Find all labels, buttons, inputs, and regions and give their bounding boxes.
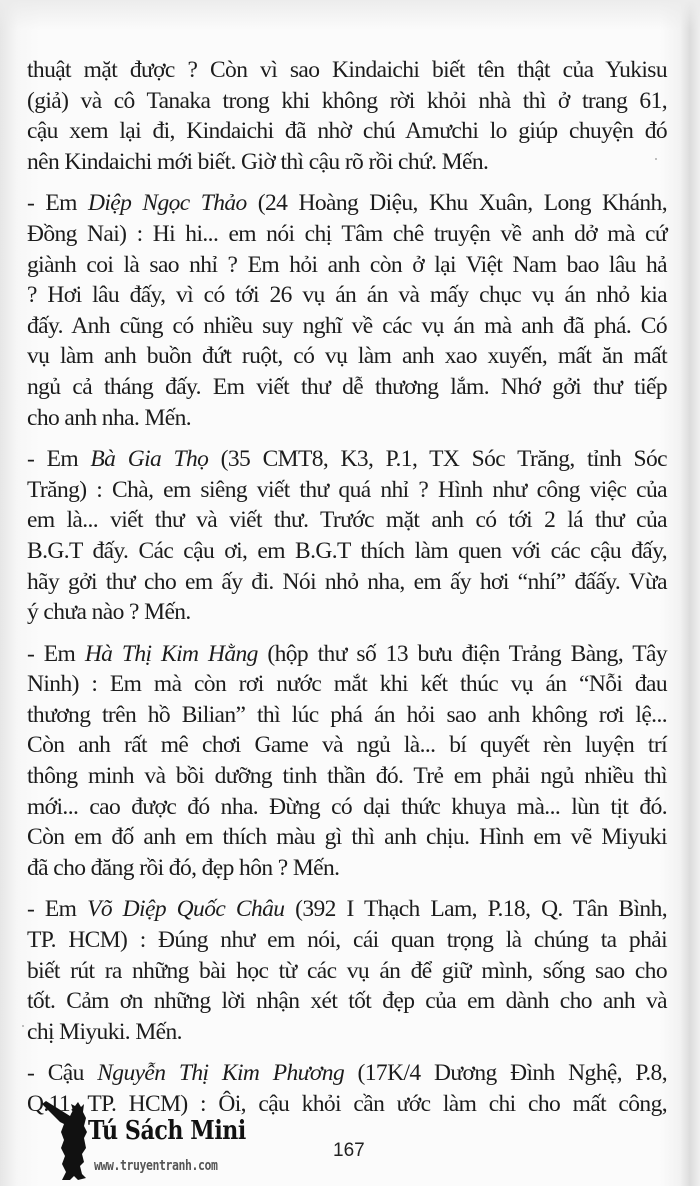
text-line: cậu xem lại đi, Kindaichi đã nhờ chú Amưchi lo giúp chuyện đó [27, 118, 667, 145]
letter-reply-diep-ngoc-thao [27, 188, 667, 433]
reader-name: Nguyễn Thị Kim Phương [97, 1060, 345, 1087]
text-line: Q.11, TP. HCM) : Ôi, cậu khỏi cần ước làm chi cho mất công, [27, 1091, 667, 1117]
text-line: Đồng Nai) : Hi hi... em nói chị Tâm chê truyện về anh dở mà cứ [27, 220, 667, 247]
paragraph-continuation [27, 55, 667, 177]
reader-name: Hà Thị Kim Hằng [84, 640, 258, 667]
text-line: ? Hơi lâu đấy, vì có tới 26 vụ án án và mấy chục vụ án nhỏ kia [27, 282, 667, 309]
text-line: vụ làm anh buồn đứt ruột, có vụ làm anh xao xuyến, mất ăn mất [27, 343, 667, 370]
text-line: mới... cao được đó nha. Đừng có dại thức khuya mà... lùn tịt đó. [27, 793, 667, 820]
letter-reply-vo-diep-quoc-chau [27, 894, 667, 1047]
reader-address: (392 I Thạch Lam, P.18, Q. Tân Bình, [284, 896, 668, 923]
reply-prefix: - Cậu [27, 1060, 98, 1087]
text-line: hãy gởi thư cho em ấy đi. Nói nhỏ nha, em ấy hơi “nhí” đấấy. Vừa [27, 568, 667, 595]
reply-prefix: - Em [27, 446, 91, 473]
text-line: thông minh và bồi dưỡng tinh thần đó. Trẻ em phải ngủ nhiều thì [27, 763, 667, 790]
text-line [27, 1058, 667, 1089]
text-line: (giả) và cô Tanaka trong khi không rời khỏi nhà thì ở trang 61, [27, 87, 667, 114]
reader-name: Diệp Ngọc Thảo [87, 190, 247, 217]
text-line [27, 444, 667, 475]
text-line [27, 894, 667, 925]
letters-column [27, 55, 667, 1131]
reply-prefix: - Em [27, 640, 85, 667]
reply-prefix: - Em [27, 896, 88, 923]
text-line: Trăng) : Chà, em siêng viết thư quá nhỉ ? Hình như công việc của [27, 476, 667, 503]
reader-name: Võ Diệp Quốc Châu [87, 896, 285, 923]
text-line: Còn em đố anh em thích màu gì thì anh chịu. Hình em vẽ Miyuki [27, 824, 667, 851]
reader-name: Bà Gia Thọ [90, 446, 209, 473]
page-number: 167 [333, 1140, 365, 1161]
text-line: TP. HCM) : Đúng như em nói, cái quan trọng là chúng ta phải [27, 927, 667, 954]
reader-address: (17K/4 Dương Đình Nghệ, P.8, [344, 1060, 667, 1087]
text-line: giành coi là sao nhỉ ? Em hỏi anh còn ở lại Việt Nam bao lâu hả [27, 251, 667, 278]
reader-address: (hộp thư số 13 bưu điện Trảng Bàng, Tây [257, 640, 667, 667]
scan-speck [655, 158, 657, 160]
text-line [27, 188, 667, 219]
logo-url: www.truyentranh.com [94, 1158, 218, 1174]
scan-speck [22, 1025, 24, 1027]
text-line: nên Kindaichi mới biết. Giờ thì cậu rõ rồi chứ. Mến. [27, 148, 489, 175]
publisher-logo [40, 1098, 280, 1184]
text-line: đấy. Anh cũng có nhiều suy nghĩ về các vụ án mà anh đã phá. Có [27, 312, 667, 339]
page-top-shadow [0, 0, 700, 30]
text-line: em là... viết thư và viết thư. Trước mặt anh có tới 2 lá thư của [27, 507, 667, 534]
text-line: thuật mặt được ? Còn vì sao Kindaichi biết tên thật của Yukisu [27, 57, 667, 83]
text-line: đã cho đăng rồi đó, đẹp hôn ? Mến. [27, 854, 340, 881]
text-line: chị Miyuki. Mến. [27, 1018, 182, 1045]
reader-address: (24 Hoàng Diệu, Khu Xuân, Long Khánh, [246, 190, 667, 217]
text-line: tốt. Cảm ơn những lời nhận xét tốt đẹp của em dành cho anh và [27, 988, 667, 1015]
letter-reply-ba-gia-tho [27, 444, 667, 628]
text-line: ý chưa nào ? Mến. [27, 599, 191, 626]
text-line: biết rút ra những bài học từ các vụ án để giữ mình, sống sao cho [27, 957, 667, 984]
text-line [27, 639, 667, 670]
reply-prefix: - Em [27, 190, 88, 217]
text-line: cho anh nha. Mến. [27, 404, 192, 431]
letter-reply-ha-thi-kim-hang [27, 639, 667, 884]
text-line: Ninh) : Em mà còn rơi nước mắt khi kết thúc vụ án “Nỗi đau [27, 671, 667, 698]
text-line: B.G.T đấy. Các cậu ơi, em B.G.T thích làm quen với các cậu đấy, [27, 537, 667, 564]
reader-address: (35 CMT8, K3, P.1, TX Sóc Trăng, tỉnh Sóc [208, 446, 667, 473]
text-line: Còn anh rất mê chơi Game và ngủ là... bí quyết rèn luyện trí [27, 732, 667, 759]
logo-title: Tú Sách Mini [88, 1116, 246, 1146]
text-line: ngủ cả tháng đấy. Em viết thư dễ thương lắm. Nhớ gởi thư tiếp [27, 373, 667, 400]
text-line: thương trên hồ Bilian” thì lúc phá án hỏi sao anh không rơi lệ... [27, 701, 667, 728]
